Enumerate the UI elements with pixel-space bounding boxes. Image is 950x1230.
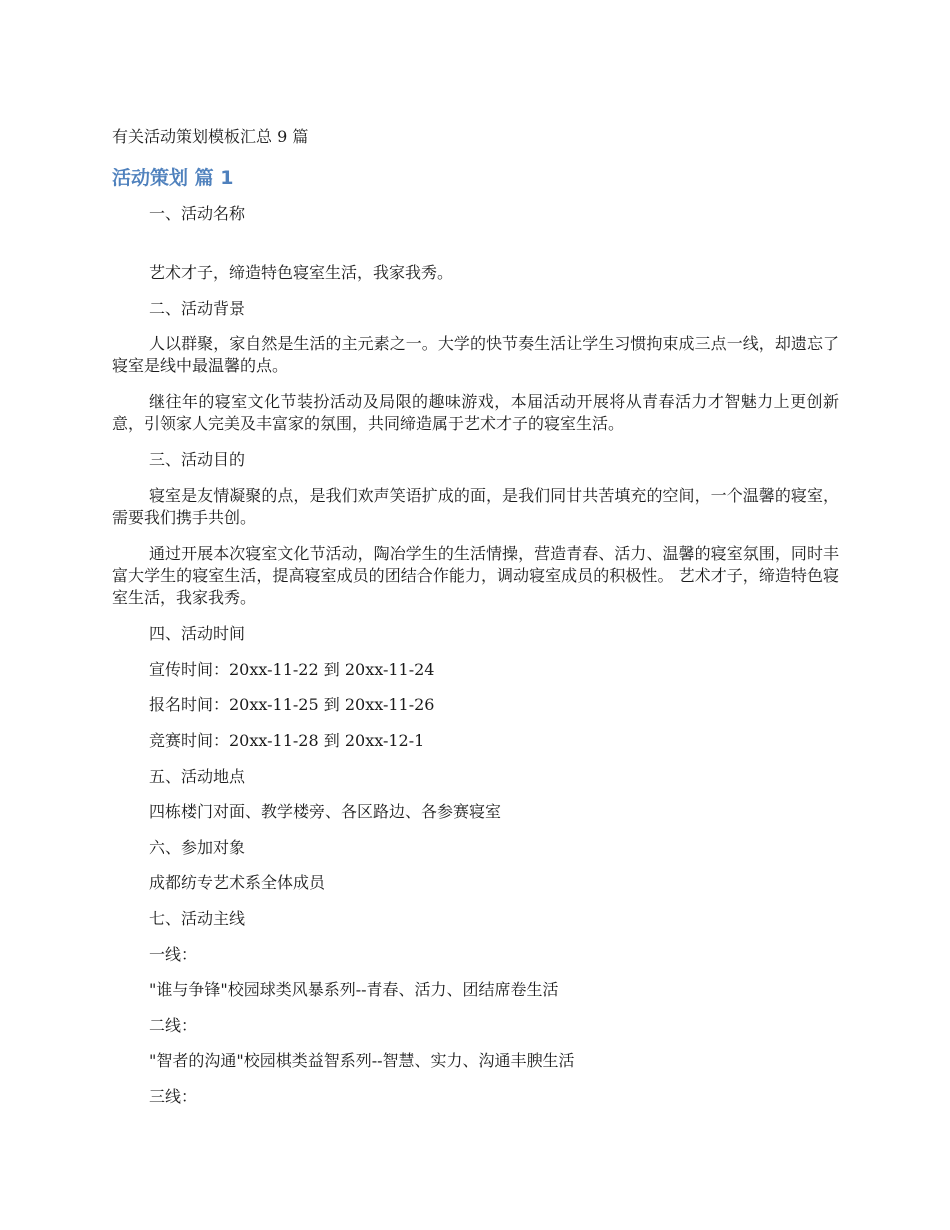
- paragraph-purpose-2: 通过开展本次寝室文化节活动，陶冶学生的生活情操，营造青春、活力、温馨的寝室氛围，同时丰富大学生的寝室生活，提高寝室成员的团结合作能力，调动寝室成员的积极性。 艺术才子，缔造特色寝室生活，我家我秀。: [112, 544, 839, 607]
- heading-purpose: 三、活动目的: [149, 450, 246, 469]
- line-two-label: 二线：: [149, 1016, 198, 1035]
- line-three-label: 三线：: [149, 1087, 198, 1106]
- heading-participants: 六、参加对象: [149, 838, 246, 857]
- heading-time: 四、活动时间: [149, 624, 246, 643]
- paragraph-background-1: 人以群聚，家自然是生活的主元素之一。大学的快节奏生活让学生习惯拘束成三点一线，却遗忘了寝室是线中最温馨的点。: [112, 334, 839, 375]
- time-registration: 报名时间：20xx-11-25 到 20xx-11-26: [149, 695, 435, 714]
- document-title: 有关活动策划模板汇总 9 篇: [112, 127, 309, 146]
- paragraph-purpose-1: 寝室是友情凝聚的点，是我们欢声笑语扩成的面，是我们同甘共苦填充的空间，一个温馨的寝室，需要我们携手共创。: [112, 486, 839, 527]
- paragraph-background-2: 继往年的寝室文化节装扮活动及局限的趣味游戏，本届活动开展将从青春活力才智魅力上更创新意，引领家人完美及丰富家的氛围，共同缔造属于艺术才子的寝室生活。: [112, 392, 839, 433]
- line-two-text: "智者的沟通"校园棋类益智系列--智慧、实力、沟通丰腴生活: [149, 1051, 575, 1070]
- paragraph-participants: 成都纺专艺术系全体成员: [149, 873, 326, 892]
- section-heading: 活动策划 篇 1: [112, 167, 234, 189]
- heading-location: 五、活动地点: [149, 767, 246, 786]
- heading-activity-name: 一、活动名称: [149, 204, 246, 223]
- paragraph-location: 四栋楼门对面、教学楼旁、各区路边、各参赛寝室: [149, 802, 502, 821]
- line-one-label: 一线：: [149, 945, 198, 964]
- line-one-text: "谁与争锋"校园球类风暴系列--青春、活力、团结席卷生活: [149, 980, 559, 999]
- paragraph-activity-name: 艺术才子，缔造特色寝室生活，我家我秀。: [149, 263, 454, 282]
- heading-background: 二、活动背景: [149, 299, 246, 318]
- time-publicity: 宣传时间：20xx-11-22 到 20xx-11-24: [149, 660, 435, 679]
- heading-main-line: 七、活动主线: [149, 909, 246, 928]
- time-competition: 竞赛时间：20xx-11-28 到 20xx-12-1: [149, 731, 425, 750]
